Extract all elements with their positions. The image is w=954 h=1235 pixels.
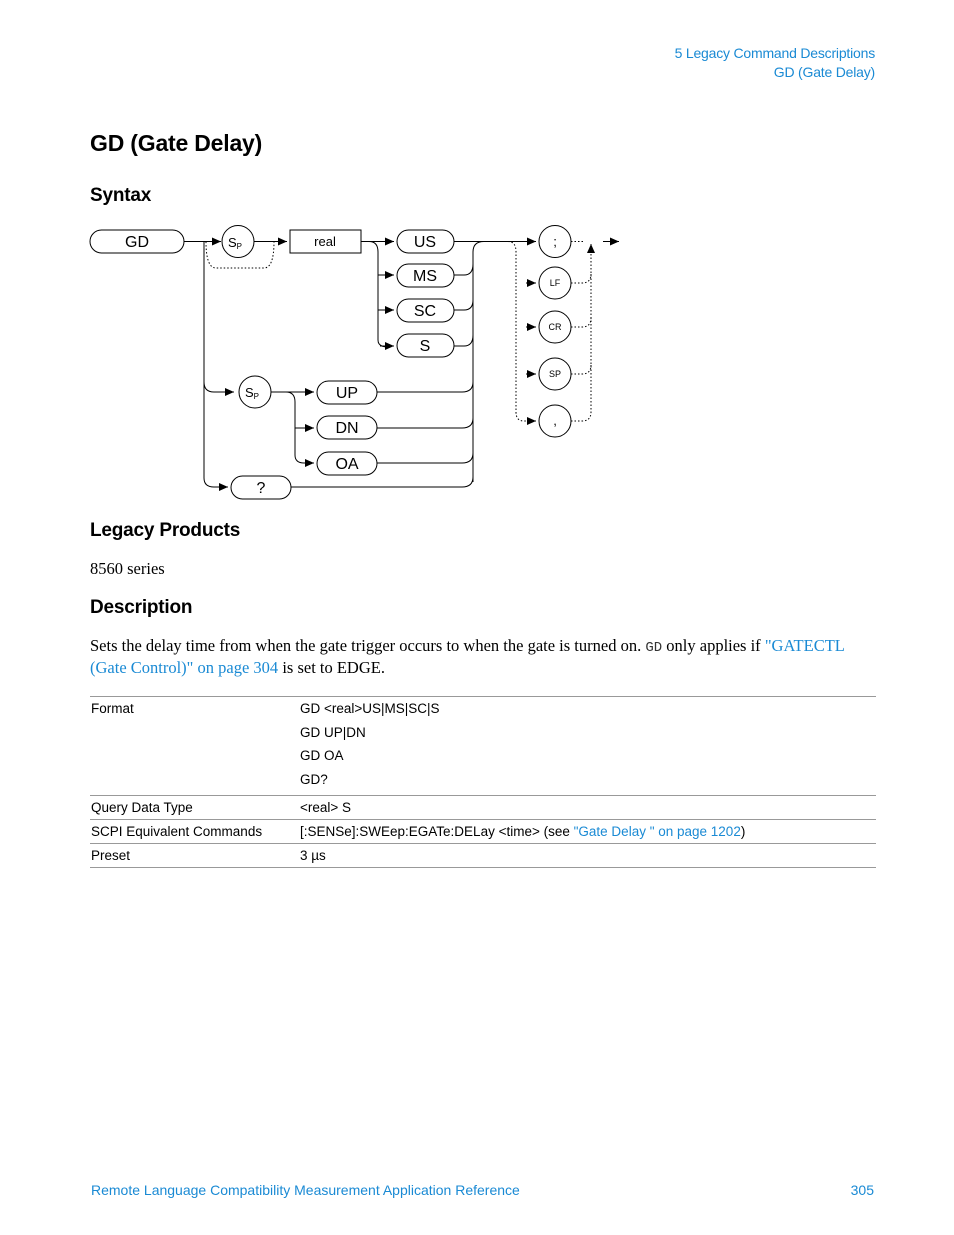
footer-title: Remote Language Compatibility Measurement Application Reference: [91, 1182, 520, 1198]
format-line: GD OA: [300, 748, 344, 763]
format-line: GD?: [300, 771, 328, 787]
label-sp-2: SP: [244, 385, 260, 401]
preset-value: 3 µs: [300, 848, 326, 863]
info-table: [90, 696, 876, 868]
page-title: GD (Gate Delay): [90, 130, 263, 156]
label-s: S: [419, 338, 431, 355]
label-term-lf: LF: [549, 278, 561, 288]
query-type-label: Query Data Type: [91, 800, 193, 815]
query-type-value: <real> S: [300, 800, 352, 815]
format-line: GD <real>US|MS|SC|S: [300, 701, 440, 716]
scpi-text: [:SENSe]:SWEep:EGATe:DELay <time> (see: [300, 824, 574, 839]
format-values: [300, 697, 876, 796]
label-term-cr: CR: [548, 322, 562, 332]
label-sp-1: SP: [227, 235, 243, 251]
label-real: real: [314, 234, 336, 249]
label-term-comma: ,: [553, 413, 557, 428]
description-text: [90, 636, 880, 678]
label-oa: OA: [335, 456, 359, 473]
syntax-diagram: [88, 222, 628, 507]
running-head-chapter: 5 Legacy Command Descriptions: [674, 45, 875, 61]
label-ms: MS: [413, 268, 437, 285]
scpi-text: ): [740, 824, 746, 839]
preset-label: Preset: [91, 848, 131, 863]
page-number: 305: [850, 1182, 874, 1198]
running-head: [675, 44, 875, 82]
gatectl-link[interactable]: "GATECTL (Gate Control)" on page 304: [90, 636, 845, 677]
table-row-preset: [90, 844, 876, 868]
scpi-value: [300, 820, 876, 844]
description-text-part: Sets the delay time from when the gate trigger occurs to when the gate is turned on.: [90, 636, 646, 655]
description-heading: Description: [90, 597, 193, 618]
scpi-label: SCPI Equivalent Commands: [91, 824, 263, 839]
syntax-heading: Syntax: [90, 185, 152, 206]
label-up: UP: [335, 385, 359, 402]
table-row-query-type: [90, 796, 876, 820]
format-line: GD UP|DN: [300, 724, 366, 740]
label-sc: SC: [413, 303, 437, 320]
label-gd: GD: [125, 234, 149, 251]
running-head-section: GD (Gate Delay): [773, 64, 875, 80]
description-text-part: only applies if: [662, 636, 765, 655]
gate-delay-link[interactable]: "Gate Delay " on page 1202: [573, 824, 741, 839]
description-code: GD: [645, 640, 663, 656]
table-row-format: [90, 697, 876, 796]
legacy-products-heading: Legacy Products: [90, 520, 241, 541]
label-query: ?: [256, 480, 266, 497]
format-label: Format: [91, 701, 134, 716]
table-row-scpi: [90, 820, 876, 844]
description-text-part: is set to EDGE.: [278, 658, 385, 677]
legacy-products-text: 8560 series: [90, 559, 165, 578]
label-term-semicolon: ;: [553, 234, 557, 249]
label-dn: DN: [335, 420, 359, 437]
label-term-sp: SP: [548, 369, 562, 379]
label-us: US: [413, 234, 437, 251]
